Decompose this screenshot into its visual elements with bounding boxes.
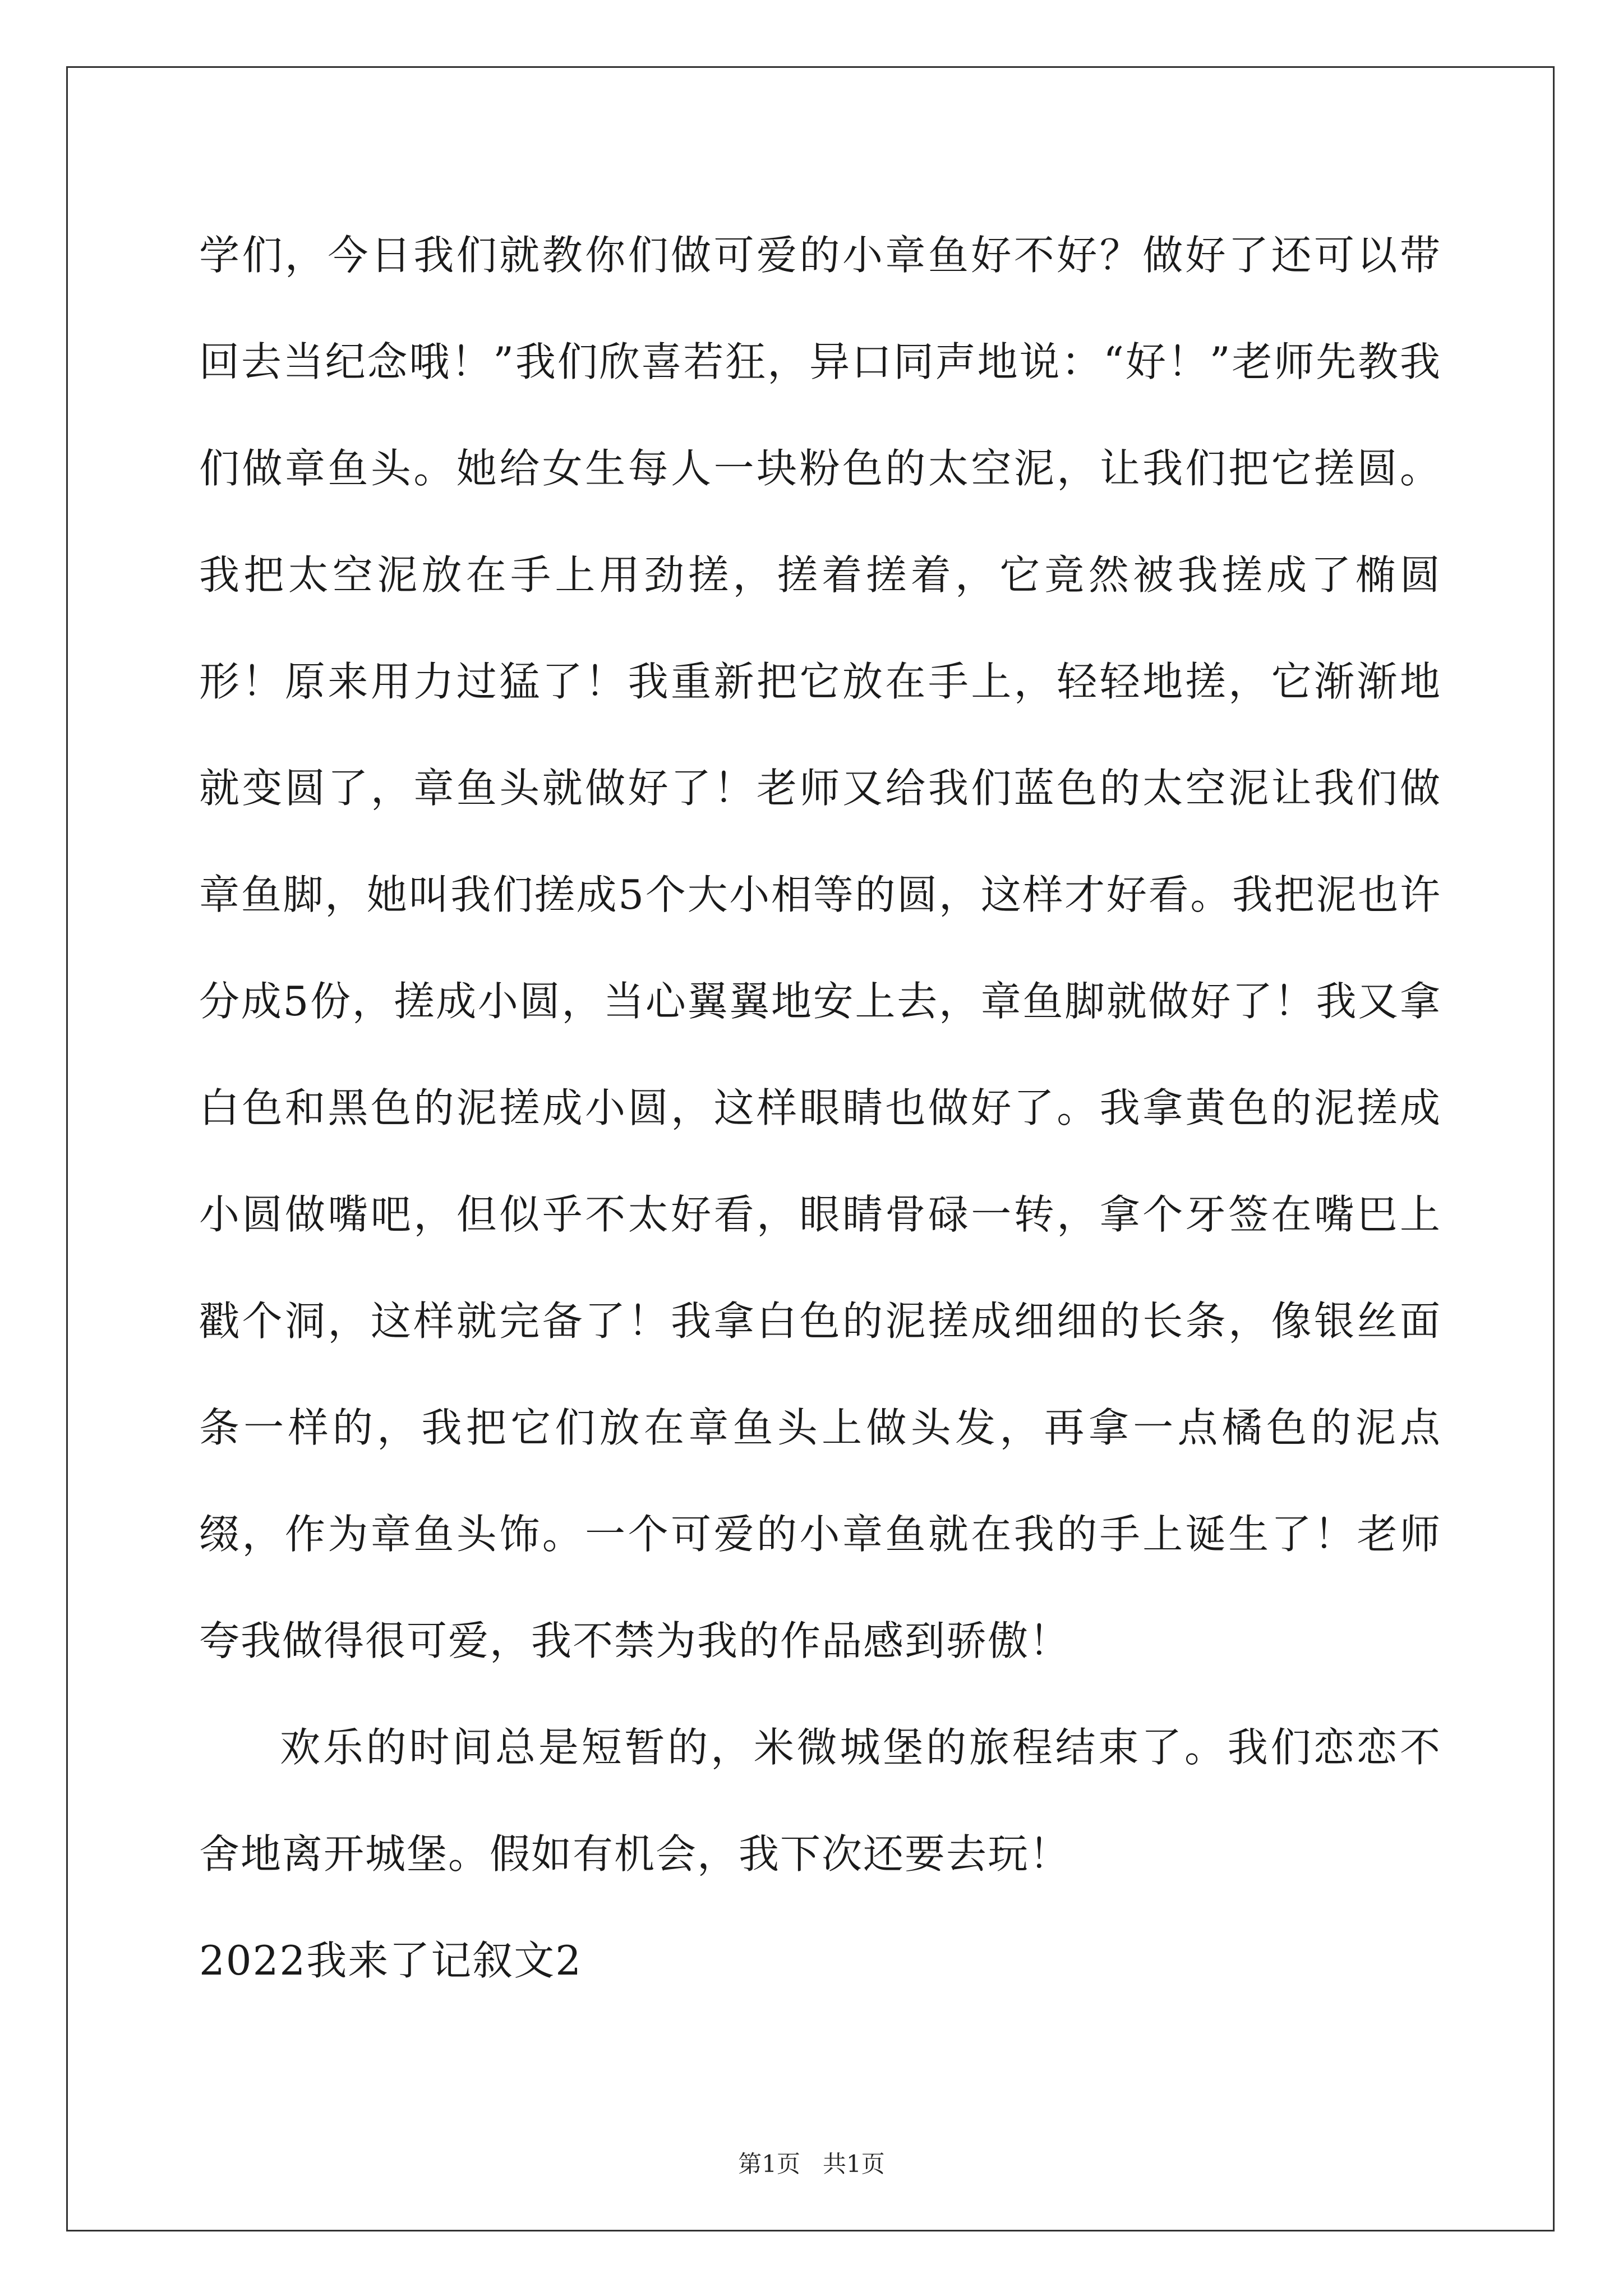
page-number: 第1页 xyxy=(738,2150,800,2178)
document-body xyxy=(199,202,1441,2014)
page-total: 共1页 xyxy=(823,2150,885,2178)
section-title: 2022我来了记叙文2 xyxy=(199,1937,583,1984)
paragraph-2: 欢乐的时间总是短暂的，米微城堡的旅程结束了。我们恋恋不舍地离开城堡。假如有机会，我下次还要去玩！ xyxy=(199,1724,1441,1878)
page-footer xyxy=(0,2146,1623,2179)
paragraph-1: 学们，今日我们就教你们做可爱的小章鱼好不好？做好了还可以带回去当纪念哦！”我们欣喜若狂，异口同声地说：“好！”老师先教我们做章鱼头。她给女生每人一块粉色的太空泥，让我们把它搓圆。我把太空泥放在手上用劲搓，搓着搓着，它竟然被我搓成了椭圆形！原来用力过猛了！我重新把它放在手上，轻轻地搓，它渐渐地就变圆了，章鱼头就做好了！老师又给我们蓝色的太空泥让我们做章鱼脚，她叫我们搓成5个大小相等的圆，这样才好看。我把泥也许分成5份，搓成小圆，当心翼翼地安上去，章鱼脚就做好了！我又拿白色和黑色的泥搓成小圆，这样眼睛也做好了。我拿黄色的泥搓成小圆做嘴吧，但似乎不太好看，眼睛骨碌一转，拿个牙签在嘴巴上戳个洞，这样就完备了！我拿白色的泥搓成细细的长条，像银丝面条一样的，我把它们放在章鱼头上做头发，再拿一点橘色的泥点缀，作为章鱼头饰。一个可爱的小章鱼就在我的手上诞生了！老师夸我做得很可爱，我不禁为我的作品感到骄傲！ xyxy=(199,232,1441,1664)
